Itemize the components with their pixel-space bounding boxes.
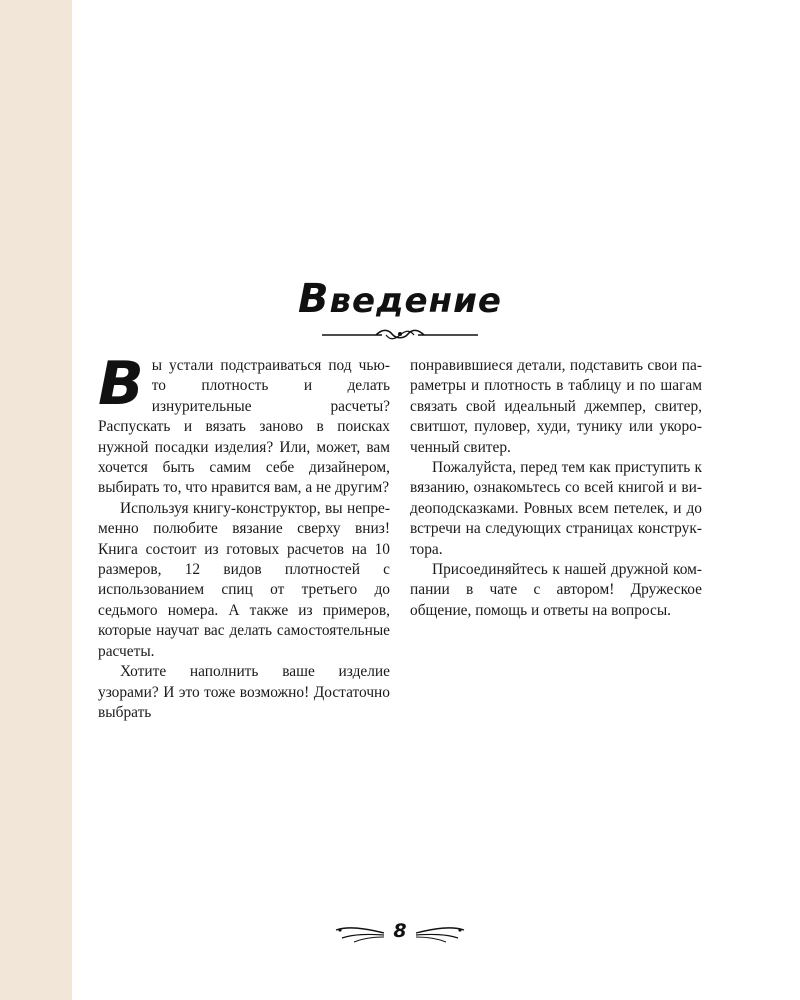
side-margin-band bbox=[0, 0, 72, 1000]
page-number: 8 bbox=[393, 920, 407, 942]
paragraph-text: ы устали подстраиваться под чью-то плотность и делать изнурительные расчеты? Распускать и вязать заново в поисках нужной посадки изделия? Или, может, вам хочется быть самим себе дизайнером, выбирать то, что нравится вам, а не другим? bbox=[98, 357, 390, 497]
paragraph: Хотите наполнить ваше изделие узорами? И это тоже возможно! Достаточно выбрать bbox=[98, 663, 390, 721]
text-column-right bbox=[410, 356, 702, 621]
flourish-right-icon bbox=[414, 922, 466, 944]
paragraph bbox=[98, 349, 390, 499]
flourish-left-icon bbox=[334, 922, 386, 944]
paragraph: Присоединяйтесь к нашей дружной компании в чате с автором! Дружеское общение, помощь и ответы на вопросы. bbox=[410, 561, 702, 619]
title-rest: ведение bbox=[329, 281, 502, 321]
text-column-left bbox=[98, 349, 390, 723]
page-title bbox=[0, 276, 800, 322]
paragraph: Пожалуйста, перед тем как приступить к вязанию, ознакомьтесь со всей книгой и видеоподсказками. Ровных всем петелек, и до встречи на следующих страницах конструктора. bbox=[410, 459, 702, 558]
paragraph: Используя книгу-конструктор, вы непременно полюбите вязание сверху вниз! Книга состоит из готовых расчетов на 10 размеров, 12 видов плотностей с использованием спиц от третьего до седьмого номера. А также из примеров, которые научат вас делать самостоятельные расчеты. bbox=[98, 499, 390, 660]
drop-cap: В bbox=[98, 349, 144, 419]
paragraph: понравившиеся детали, подставить свои параметры и плотность в таблицу и по шагам связать свой идеальный джемпер, свитер, свитшот, пуловер, худи, тунику или укороченный свитер. bbox=[410, 357, 702, 456]
title-first-letter: В bbox=[298, 276, 330, 322]
flourish-divider-icon bbox=[320, 327, 480, 341]
